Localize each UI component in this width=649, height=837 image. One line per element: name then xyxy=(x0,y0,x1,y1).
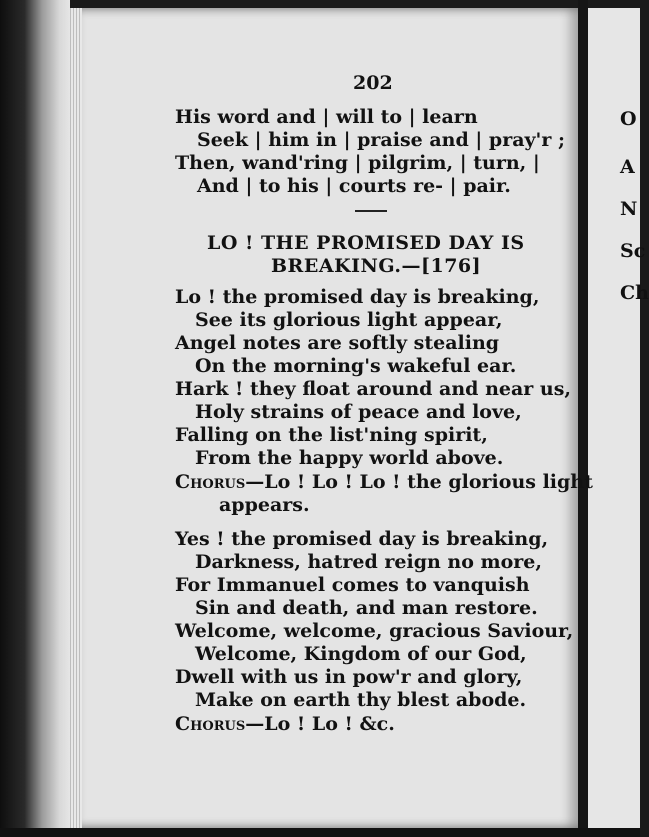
right-fragment: A xyxy=(620,156,635,178)
verse-line: Welcome, welcome, gracious Saviour, xyxy=(175,620,574,642)
bottom-edge xyxy=(0,828,640,837)
verse-line: Dwell with us in pow'r and glory, xyxy=(175,666,523,688)
verse-line: For Immanuel comes to vanquish xyxy=(175,574,530,596)
section-divider xyxy=(355,210,387,212)
chorus-line xyxy=(175,471,593,493)
right-fragment: O xyxy=(620,108,637,130)
hymn-title-line: BREAKING.—[176] xyxy=(271,255,482,277)
right-fragment: N xyxy=(620,198,638,220)
chorus-text: —Lo ! Lo ! Lo ! the glorious light xyxy=(245,471,593,493)
verse-line: Sin and death, and man restore. xyxy=(195,597,538,619)
page-number: 202 xyxy=(353,72,393,94)
hymn-title-line: LO ! THE PROMISED DAY IS xyxy=(207,232,525,254)
verse-line: Darkness, hatred reign no more, xyxy=(195,551,543,573)
verse-line: Hark ! they float around and near us, xyxy=(175,378,572,400)
verse-line: Seek | him in | praise and | pray'r ; xyxy=(197,129,566,151)
right-fragment: Ch xyxy=(620,282,649,304)
verse-line: Then, wand'ring | pilgrim, | turn, | xyxy=(175,152,540,174)
verse-line: Yes ! the promised day is breaking, xyxy=(175,528,549,550)
right-page-edge xyxy=(588,8,649,828)
chorus-label: Chorus xyxy=(175,471,246,493)
verse-line: From the happy world above. xyxy=(195,447,504,469)
chorus-label: Chorus xyxy=(175,713,246,735)
book-gutter xyxy=(578,0,588,837)
verse-line: Welcome, Kingdom of our God, xyxy=(195,643,527,665)
verse-line: Make on earth thy blest abode. xyxy=(195,689,527,711)
right-fragment: Sc xyxy=(620,240,646,262)
verse-line: Lo ! the promised day is breaking, xyxy=(175,286,540,308)
chorus-text: —Lo ! Lo ! &c. xyxy=(245,713,395,735)
chorus-continuation: appears. xyxy=(219,494,310,516)
book-spine xyxy=(0,0,70,837)
verse-line: And | to his | courts re- | pair. xyxy=(197,175,511,197)
verse-line: Holy strains of peace and love, xyxy=(195,401,522,423)
verse-line: See its glorious light appear, xyxy=(195,309,503,331)
verse-line: On the morning's wakeful ear. xyxy=(195,355,517,377)
verse-line: Angel notes are softly stealing xyxy=(175,332,500,354)
chorus-line xyxy=(175,713,395,735)
verse-line: Falling on the list'ning spirit, xyxy=(175,424,488,446)
verse-line: His word and | will to | learn xyxy=(175,106,478,128)
